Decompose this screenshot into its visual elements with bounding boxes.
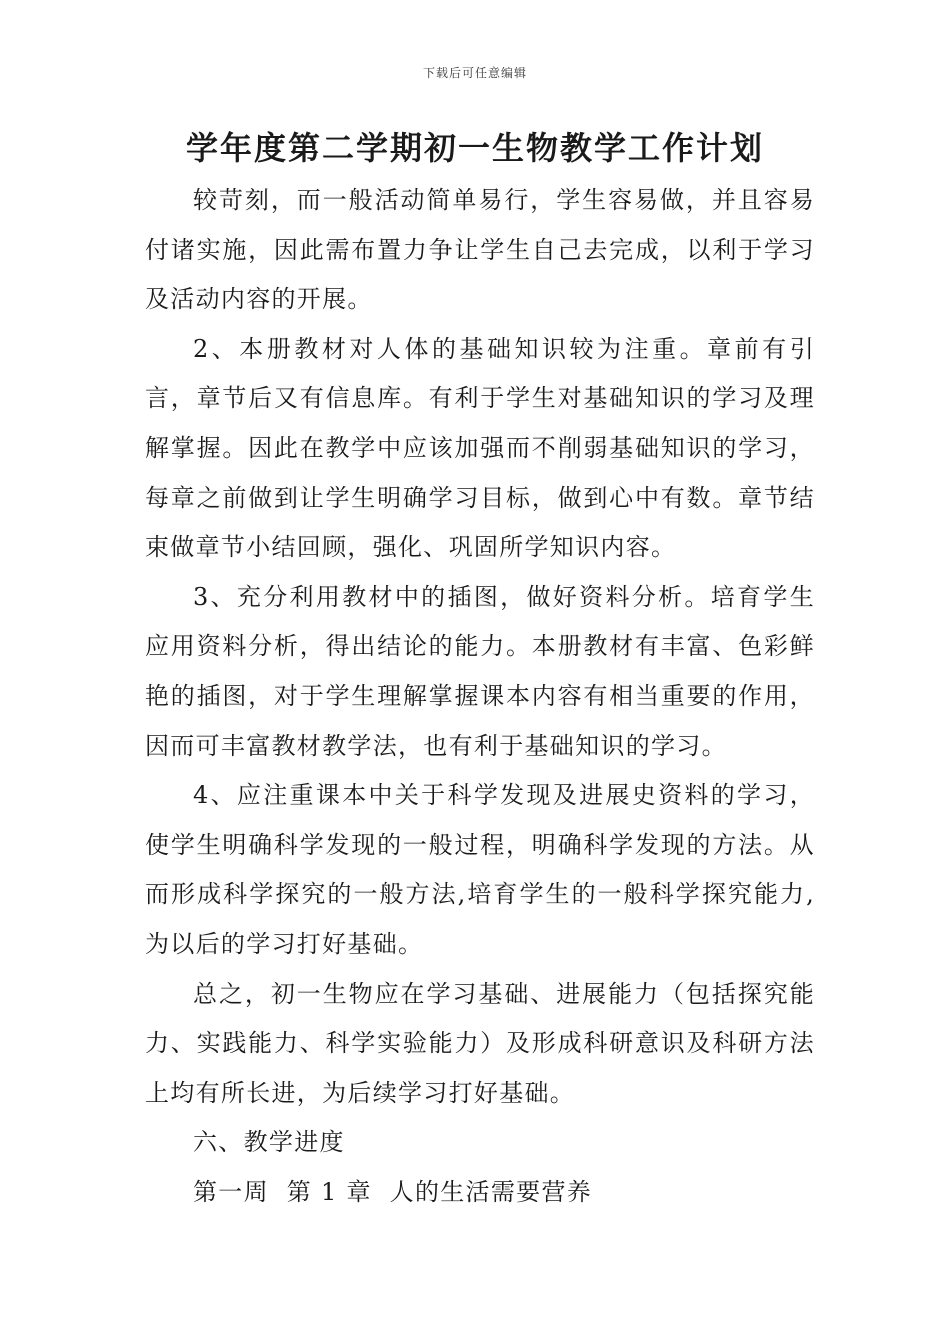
document-body [145, 176, 815, 1217]
schedule-line: 第一周 第 1 章 人的生活需要营养 [193, 1177, 593, 1206]
section-heading: 六、教学进度 [193, 1128, 345, 1157]
paragraph-1: 较苛刻，而一般活动简单易行，学生容易做，并且容易付诸实施，因此需布置力争让学生自己去完成，以利于学习及活动内容的开展。 [145, 186, 815, 314]
document-title: 学年度第二学期初一生物教学工作计划 [185, 129, 764, 167]
paragraph-5: 总之，初一生物应在学习基础、进展能力（包括探究能力、实践能力、科学实验能力）及形成科研意识及科研方法上均有所长进，为后续学习打好基础。 [145, 979, 815, 1107]
paragraph-4: 4、应注重课本中关于科学发现及进展史资料的学习，使学生明确科学发现的一般过程，明确科学发现的方法。从而形成科学探究的一般方法,培育学生的一般科学探究能力,为以后的学习打好基础。 [145, 781, 815, 958]
paragraph-3: 3、充分利用教材中的插图，做好资料分析。培育学生应用资料分析，得出结论的能力。本册教材有丰富、色彩鲜艳的插图，对于学生理解掌握课本内容有相当重要的作用，因而可丰富教材教学法，也有利于基础知识的学习。 [145, 582, 815, 760]
header-note: 下载后可任意编辑 [422, 66, 527, 80]
paragraph-2: 2、本册教材对人体的基础知识较为注重。章前有引言，章节后又有信息库。有利于学生对基础知识的学习及理解掌握。因此在教学中应该加强而不削弱基础知识的学习，每章之前做到让学生明确学习目标，做到心中有数。章节结束做章节小结回顾，强化、巩固所学知识内容。 [145, 334, 815, 562]
